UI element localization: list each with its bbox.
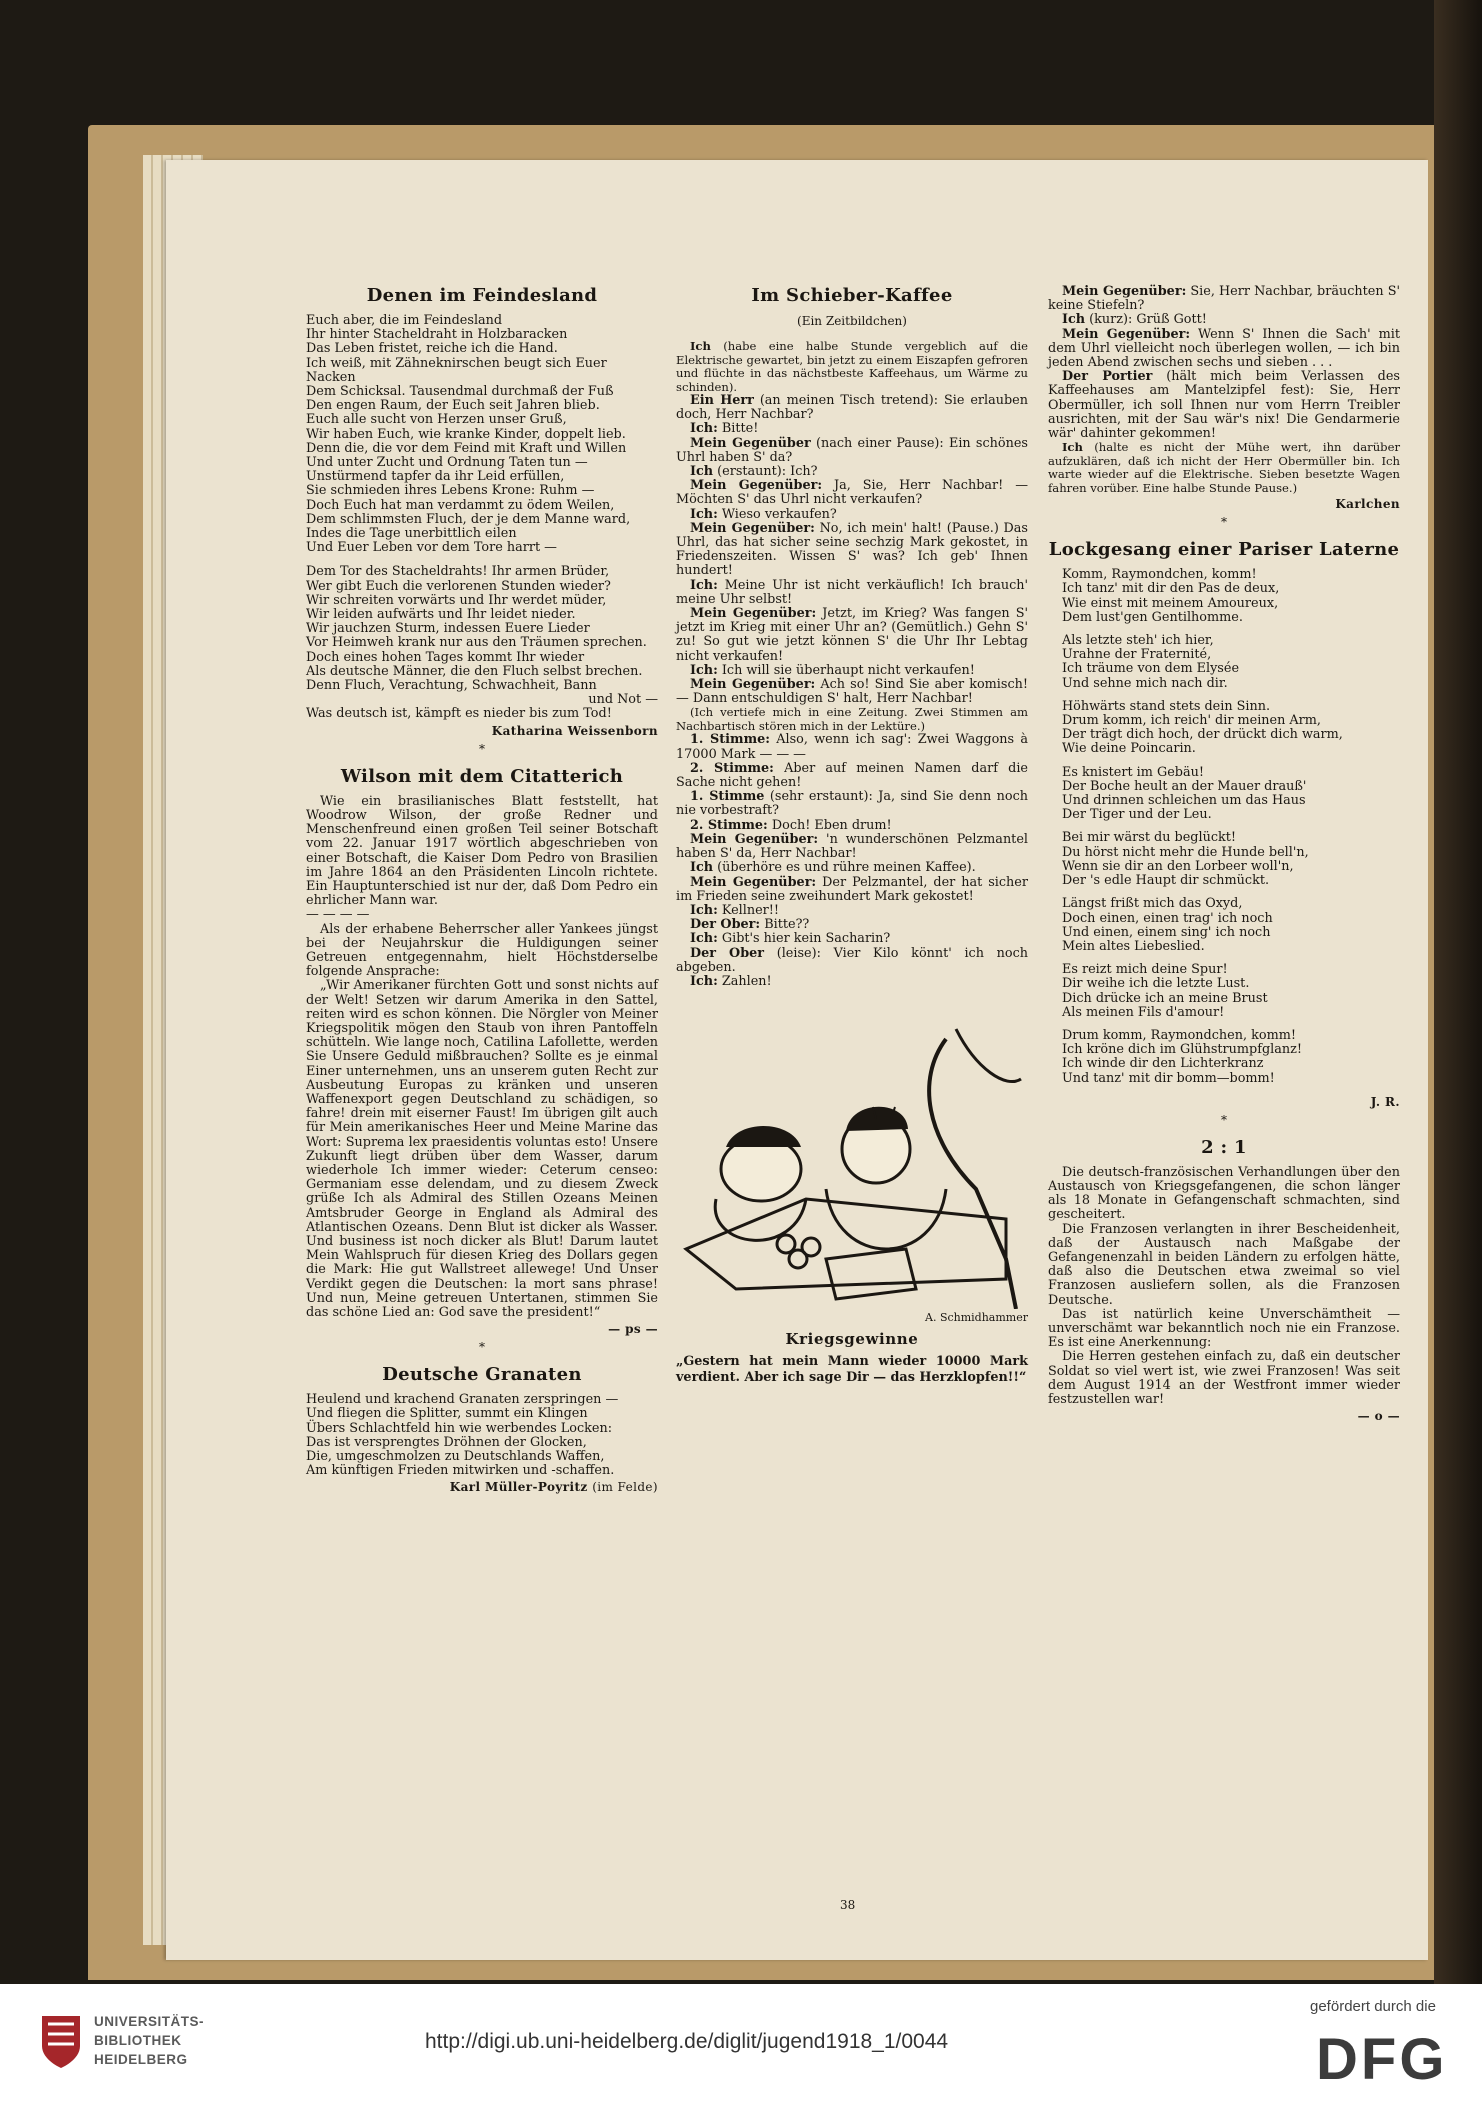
dialogue-line (676, 394, 1028, 422)
article-title: Im Schieber-Kaffee (751, 285, 953, 306)
dialogue-text: Der Pelzmantel, der hat sicher im Frieden seine zweihundert Mark gekostet! (676, 874, 1028, 904)
speaker-label: Mein Gegenüber: (1062, 326, 1191, 342)
poem-author-note: (im Felde) (592, 1480, 658, 1495)
speaker-label: Ich: (690, 421, 718, 437)
article-body (306, 795, 658, 1321)
poem-stanza: Längst frißt mich das Oxyd, Doch einen, einen trag' ich noch Und einen, einem sing' ich noch Mein altes Liebeslied. (1062, 896, 1273, 954)
dialogue-line (676, 733, 1028, 761)
library-name-line: UNIVERSITÄTS- (94, 2014, 205, 2029)
dialogue-line (676, 422, 1028, 436)
dialogue-continuation (1048, 285, 1400, 495)
speaker-label: Ich (690, 860, 714, 876)
article-signature: — ps — (608, 1322, 658, 1337)
speaker-label: Ich: (690, 577, 718, 593)
speaker-label: Der Ober: (690, 917, 761, 933)
dialogue-text: 'n wunderschönen Pelzmantel haben S' da, Herr Nachbar! (676, 831, 1028, 862)
dialogue-text: Ach so! Sind Sie aber komisch! — Dann entschuldigen S' halt, Herr Nachbar! (676, 677, 1028, 707)
dialogue-line (1048, 285, 1400, 313)
illustration-caption: „Gestern hat mein Mann wieder 10000 Mark verdient. Aber ich sage Dir — das Herzklopfen!!“ (676, 1354, 1028, 1385)
speaker-label: Ich: (690, 973, 718, 989)
dfg-logo: DFG (1316, 2027, 1448, 2092)
poem-title: Lockgesang einer Pariser Laterne (1048, 539, 1400, 561)
poem-stanzas (1048, 568, 1400, 1086)
speaker-label: Der Portier (1062, 369, 1153, 385)
dialogue-text: Sie, Herr Nachbar, bräuchten S' keine Stiefeln? (1048, 284, 1400, 314)
dialogue-line (676, 918, 1028, 932)
book-spine (1434, 0, 1482, 1984)
article-body (1048, 1166, 1400, 1407)
poem-stanza: Bei mir wärst du beglückt! Du hörst nicht mehr die Hunde bell'n, Wenn sie dir an den Lorbeer woll'n, Der 's edle Haupt dir schmückt. (1062, 830, 1309, 889)
speaker-label: Ich: (690, 931, 718, 947)
poem-stanza: Euch aber, die im Feindesland Ihr hinter Stacheldraht in Holzbaracken Das Leben fristet, reiche ich die Hand. Ich weiß, mit Zähneknirschen beugt sich Euer Nacken Dem Schicksal. Tausendmal durchmaß der Fuß Den engen Raum, der Euch seit Jahren blieb. Euch alle sucht von Herzen unser Gruß, Wir haben Euch, wie kranke Kinder, doppelt lieb. Denn die, die vor dem Feind mit Kraft und Willen Und unter Zucht und Ordnung Taten tun — Unstürmend tapfer da ihr Leid erfüllen, Sie schmieden ihres Lebens Krone: Ruhm — Doch Euch hat man verdammt zu ödem Weilen, Dem schlimmsten Fluch, der je dem Manne ward, Indes die Tage unerbittlich eilen Und Euer Leben vor dem Tore harrt — (306, 313, 631, 556)
column-left (306, 285, 658, 1494)
dialogue-text: (überhöre es und rühre meinen Kaffee). (713, 860, 976, 876)
dialogue-line (676, 479, 1028, 507)
library-name-line: BIBLIOTHEK (94, 2033, 182, 2048)
dialogue-line (676, 522, 1028, 579)
dialogue-line (676, 340, 1028, 394)
page-number: 38 (840, 1898, 856, 1912)
poem-stanza: Als letzte steh' ich hier, Urahne der Fraternité, Ich träume von dem Elysée Und sehne mich nach dir. (1062, 633, 1240, 691)
speaker-label: 1. Stimme: (690, 732, 770, 748)
speaker-label: Ich (1062, 440, 1083, 455)
poem-line: Was deutsch ist, kämpft es nieder bis zum Tod! (306, 706, 612, 722)
column-right (1048, 285, 1400, 1423)
poem-stanza: Höhwärts stand stets dein Sinn. Drum komm, ich reich' dir meinen Arm, Der trägt dich hoch, der drückt dich warm, Wie deine Poincarin. (1062, 698, 1343, 757)
library-shield-icon (40, 2014, 82, 2070)
article-paragraph: Die Herren gestehen einfach zu, daß ein deutscher Soldat so viel wert ist, wie zwei Franzosen! Was seit dem August 1914 an der Westfront immer wieder festzustellen war! (1048, 1349, 1400, 1407)
article-paragraph: „Wir Amerikaner fürchten Gott und sonst nichts auf der Welt! Setzen wir darum Amerika in den Sattel, reiten wird es schon können. Die Nörgler von Meiner Kriegspolitik mögen den Staub von ihren Pantoffeln schütteln. Wie lange noch, Catilina Lafollette, werden Sie Unsere Geduld mißbrauchen? Sollte es je einmal Einer unternehmen, uns an unserem guten Recht zur Ausbeutung Europas zu kränken und unseren Waffenexport gegen Deutschland zu schädigen, so fahre! drein mit eiserner Faust! Im übrigen gilt auch für Mein amerikanisches Heer und Meine Marine das Wort: Suprema lex praesidentis voluntas esto! Unsere Zukunft liegt drüben über dem Wasser, darum wiederhole Ich immer wieder: Ceterum censeo: Germaniam esse delendam, und zu diesem Zweck grüße Ich als Admiral des Stillen Ozeans Meinen Amtsbruder George in England als Admiral des Atlantischen Ozeans. Denn Blut ist dicker als Wasser. Und business ist noch dicker als Blut! Darum lautet Mein Wahlspruch für diesen Krieg des Dollars gegen die Mark: Hie gut Wallstreet allewege! Und Unser Verdikt gegen die Deutschen: la mort sans phrase! Und nun, Meine getreuen Untertanen, stimmen Sie das schöne Lied an: God save the president!“ (306, 978, 658, 1320)
dialogue-line (676, 876, 1028, 904)
article-paragraph: Als der erhabene Beherrscher aller Yankees jüngst bei der Neujahrskur die Huldigungen seiner Getreuen entgegennahm, hielt Höchstderselbe folgende Ansprache: (306, 921, 658, 980)
dialogue-line (1048, 328, 1400, 371)
poem-title: Deutsche Granaten (382, 1364, 582, 1386)
speaker-label: Mein Gegenüber: (690, 520, 815, 536)
dialogue-text: Meine Uhr ist nicht verkäuflich! Ich brauch' meine Uhr selbst! (676, 577, 1028, 607)
dialogue-text: Wieso verkaufen? (717, 506, 837, 522)
poem-stanza: Dem Tor des Stacheldrahts! Ihr armen Brüder, Wer gibt Euch die verlorenen Stunden wieder? Wir schreiten vorwärts und Ihr werdet müder, Wir leiden aufwärts und Ihr leidet nieder. Wir jauchzen Sturm, indessen Euere Lieder Vor Heimweh krank nur aus den Träumen sprechen. Doch eines hohen Tages kommt Ihr wieder Als deutsche Männer, die den Fluch selbst brechen. Denn Fluch, Verachtung, Schwachheit, Bann (306, 564, 647, 694)
dialogue-line (676, 664, 1028, 678)
speaker-label: Mein Gegenüber: (1062, 284, 1187, 299)
illustration-caption-title: Kriegsgewinne (785, 1330, 919, 1349)
speaker-label: Ein Herr (690, 393, 754, 408)
dialogue-text: Aber auf meinen Namen darf die Sache nicht gehen! (676, 760, 1028, 791)
separator-star: * (479, 741, 485, 756)
illustration-credit: A. Schmidhammer (925, 1311, 1028, 1325)
dialogue-text: Also, wenn ich sag': Zwei Waggons à 17000 Mark — — — (676, 732, 1028, 762)
dialogue-text: (habe eine halbe Stunde vergeblich auf die Elektrische gewartet, bin jetzt zu einem Eiszapfen gefroren und flüchte in das nächstbeste Kaffeehaus, um Wärme zu schinden). (676, 339, 1028, 394)
dialogue-text: (hält mich beim Verlassen des Kaffeehauses am Mantelzipfel fest): Sie, Herr Obermüller, ich soll Ihnen nur vom Herrn Treibler ausrichten, mit der Sau wär's nix! Die Gendarmerie wär' dahinter gekommen! (1048, 369, 1400, 442)
article-subtitle: (Ein Zeitbildchen) (797, 314, 907, 328)
speaker-label: Ich: (690, 902, 718, 918)
separator-star: * (1221, 1112, 1227, 1127)
article-paragraph: Die Franzosen verlangten in ihrer Bescheidenheit, daß der Austausch nach Maßgabe der Gefangenenzahl in beiden Ländern zu erfolgen hätte, daß also die Deutschen etwa zweimal so viel Franzosen ausliefern sollen, als die Franzosen Deutsche. (1048, 1221, 1400, 1308)
speaker-label: Mein Gegenüber: (690, 478, 823, 494)
dialogue-line (676, 947, 1028, 975)
poem-author: J. R. (1370, 1094, 1400, 1109)
dialogue-text: (kurz): Grüß Gott! (1085, 312, 1207, 328)
library-name-line: HEIDELBERG (94, 2052, 188, 2067)
dialogue-line (676, 833, 1028, 861)
dialogue-line (676, 465, 1028, 479)
dialogue-text: Wenn S' Ihnen die Sach' mit dem Uhrl vielleicht noch überlegen wollen, — ich bin jeden Abend zwischen sechs und sieben . . . (1048, 326, 1400, 371)
dialogue-line (676, 607, 1028, 664)
dialogue-line (676, 904, 1028, 918)
speaker-label: Ich: (690, 662, 718, 678)
dialogue-line (676, 861, 1028, 875)
poem-line: und Not — (588, 692, 658, 708)
article-dashes: — — — — (306, 907, 370, 923)
speaker-label: Mein Gegenüber: (690, 831, 819, 847)
dialogue-text: Jetzt, im Krieg? Was fangen S' jetzt im Krieg mit einer Uhr an? (Gemütlich.) Gehn S' zu! So gut wie jetzt können S' die Uhr Ihr Lebtag nicht verkaufen! (676, 606, 1028, 664)
poem-title: Denen im Feindesland (366, 285, 598, 306)
speaker-label: Mein Gegenüber: (690, 874, 817, 890)
dialogue-body (676, 340, 1028, 989)
dialogue-line (676, 819, 1028, 833)
speaker-label: Mein Gegenüber (690, 435, 811, 451)
article-paragraph: Das ist natürlich keine Unverschämtheit — unverschämt war bekanntlich noch nie ein Franzose. Es ist eine Anerkennung: (1048, 1306, 1400, 1351)
dialogue-text: Ich will sie überhaupt nicht verkaufen! (717, 662, 975, 678)
dialogue-text: Zahlen! (717, 973, 772, 989)
poem-stanza: Drum komm, Raymondchen, komm! Ich kröne dich im Glühstrumpfglanz! Ich winde dir den Lichterkranz Und tanz' mit dir bomm—bomm! (1062, 1027, 1303, 1086)
article-signature: Karlchen (1335, 497, 1400, 512)
dialogue-line (1048, 441, 1400, 495)
speaker-label: Ich (1062, 312, 1086, 328)
speaker-label: Mein Gegenüber: (690, 606, 817, 622)
dialogue-text: Bitte?? (760, 917, 810, 933)
dialogue-text: Kellner!! (717, 902, 780, 918)
footer-bar (0, 1984, 1482, 2113)
dialogue-text: (halte es nicht der Mühe wert, ihn darüber aufzuklären, daß ich nicht der Herr Obermüller bin. Ich warte wieder auf die Elektrische. Sieben besetzte Wagen fahren vorüber. Eine halbe Stunde Pause.) (1048, 440, 1400, 495)
speaker-label: 2. Stimme: (690, 760, 774, 776)
poem-stanza: Es reizt mich deine Spur! Dir weihe ich die letzte Lust. Dich drücke ich an meine Brust Als meinen Fils d'amour! (1062, 962, 1268, 1020)
dialogue-line (1048, 370, 1400, 441)
poem-stanza: Es knistert im Gebäu! Der Boche heult an der Mauer drauß' Und drinnen schleichen um das Haus Der Tiger und der Leu. (1062, 764, 1307, 823)
poem-author-line (306, 1480, 658, 1494)
dialogue-line (676, 762, 1028, 790)
dialogue-line (676, 437, 1028, 465)
speaker-label: 1. Stimme (690, 789, 765, 805)
speaker-label: Ich (690, 464, 714, 480)
speaker-label: Der Ober (690, 945, 765, 961)
article-title: Wilson mit dem Citatterich (340, 765, 624, 787)
permalink-url[interactable]: http://digi.ub.uni-heidelberg.de/diglit/jugend1918_1/0044 (425, 2030, 949, 2053)
speaker-label: Ich (690, 339, 711, 353)
dialogue-line (676, 975, 1028, 989)
dialogue-text: Doch! Eben drum! (767, 817, 892, 833)
cartoon-illustration (676, 1019, 1028, 1309)
dialogue-line (676, 706, 1028, 733)
dialogue-line (676, 579, 1028, 607)
dialogue-line (676, 790, 1028, 818)
article-paragraph: Die deutsch-französischen Verhandlungen über den Austausch von Kriegsgefangenen, die schon länger als 18 Monate in Gefangenschaft schmachten, sind gescheitert. (1048, 1164, 1400, 1223)
poem-stanza: Komm, Raymondchen, komm! Ich tanz' mit dir den Pas de deux, Wie einst mit meinem Amoureux, Dem lust'gen Gentilhomme. (1062, 567, 1280, 625)
dialogue-text: (erstaunt): Ich? (713, 464, 818, 480)
speaker-label: Ich: (690, 506, 718, 522)
separator-star: * (479, 1340, 485, 1355)
dialogue-text: (leise): Vier Kilo könnt' ich noch abgeben. (676, 945, 1028, 975)
dialogue-line (1048, 313, 1400, 327)
dialogue-text: (sehr erstaunt): Ja, sind Sie denn noch nie vorbestraft? (676, 789, 1028, 819)
dialogue-line (676, 932, 1028, 946)
dialogue-text: (nach einer Pause): Ein schönes Uhrl haben S' da? (676, 435, 1028, 465)
article-signature: — o — (1357, 1409, 1400, 1424)
poem-author: Karl Müller-Poyritz (449, 1480, 588, 1495)
dialogue-text: Ja, Sie, Herr Nachbar! — Möchten S' das Uhrl nicht verkaufen? (676, 478, 1028, 508)
speaker-label: 2. Stimme: (690, 817, 768, 833)
poem-stanza: Heulend und krachend Granaten zerspringen — Und fliegen die Splitter, summt ein Klingen Übers Schlachtfeld hin wie werbendes Locken: Das ist versprengtes Dröhnen der Glocken, Die, umgeschmolzen zu Deutschlands Waffen, Am künftigen Frieden mitwirken und -schaffen. (306, 1392, 619, 1479)
article-title: 2 : 1 (1201, 1136, 1247, 1158)
dialogue-text: (Ich vertiefe mich in eine Zeitung. Zwei Stimmen am Nachbartisch stören mich in der Lektüre.) (676, 705, 1028, 733)
poem-author: Katharina Weissenborn (491, 723, 658, 738)
library-logo (40, 2014, 400, 2074)
dialogue-text: Gibt's hier kein Sacharin? (717, 931, 891, 947)
dialogue-text: Bitte! (717, 421, 759, 437)
dialogue-line (676, 508, 1028, 522)
separator-star: * (1221, 515, 1227, 530)
article-paragraph: Wie ein brasilianisches Blatt feststellt, hat Woodrow Wilson, der große Redner und Menschenfreund einen großen Teil seiner Botschaft vom 22. Januar 1917 wörtlich abgeschrieben von einer Botschaft, die Kaiser Dom Pedro von Brasilien im Jahre 1864 an den Präsidenten Lincoln richtete. Ein Hauptunterschied ist nur der, daß Dom Pedro ein ehrlicher Mann war. (306, 793, 658, 909)
dialogue-text: (an meinen Tisch tretend): Sie erlauben doch, Herr Nachbar? (676, 393, 1028, 423)
dialogue-line (676, 678, 1028, 706)
column-middle (676, 285, 1028, 1385)
dialogue-text: No, ich mein' halt! (Pause.) Das Uhrl, das hat sicher seine sechzig Mark gekostet, in Friedenszeiten. Wissen S' was? Ich geb' Ihnen hundert! (676, 520, 1028, 579)
funding-note: gefördert durch die (1310, 1998, 1436, 2015)
speaker-label: Mein Gegenüber: (690, 677, 816, 693)
